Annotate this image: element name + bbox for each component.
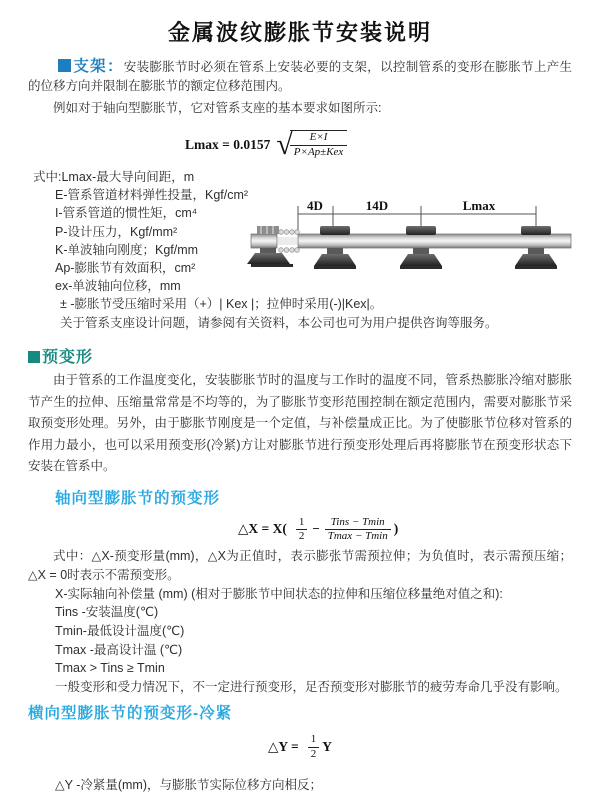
- radical-sign: √: [276, 128, 293, 161]
- teal-square-bullet-icon: [28, 351, 40, 363]
- axial-subheading: 轴向型膨胀节的预变形: [55, 489, 221, 507]
- predeform-heading-text: 预变形: [42, 349, 94, 366]
- definition-line: ex-单波轴向位移，mm: [55, 279, 181, 294]
- definition-line: Ap-膨胀节有效面积，cm²: [55, 261, 196, 276]
- lateral-formula-lhs: △Y =: [268, 739, 299, 755]
- pipe: [298, 234, 571, 248]
- document-page: [0, 16, 600, 792]
- bellows-icon: [278, 230, 299, 253]
- axial-definition-line: Tmax > Tins ≥ Tmin: [55, 661, 165, 676]
- axial-formula: [238, 516, 600, 543]
- lmax-formula-lhs: Lmax = 0.0157: [185, 137, 271, 152]
- axial-definition-line: Tmin-最低设计温度(℃): [55, 624, 185, 639]
- definitions-and-diagram: [33, 168, 600, 334]
- axial-definition-line: Tmax -最高设计温 (℃): [55, 642, 183, 657]
- definition-line: K-单波轴向刚度；Kgf/mm: [55, 242, 199, 257]
- support-intro-text: 安装膨胀节时必须在管系上安装必要的支架，以控制管系的变形在膨胀节上产生的位移方向并限制在膨胀节的额定位移范围内。: [28, 60, 572, 93]
- minus-operator: −: [312, 521, 320, 537]
- fraction-numerator: Tins − Tmin: [330, 515, 385, 528]
- lateral-formula: [268, 733, 600, 760]
- definition-line: I-管系管道的惯性矩，cm⁴: [55, 206, 198, 221]
- support-heading: 支架：: [73, 58, 124, 75]
- lateral-formula-rhs: Y: [322, 739, 332, 755]
- fraction-denominator: 2: [296, 529, 308, 543]
- lmax-formula-denominator: P×Ap±Kex: [290, 145, 348, 160]
- blue-square-bullet-icon: [58, 59, 71, 72]
- axial-definition-line: Tins -安装温度(℃): [55, 605, 159, 620]
- axial-definition-line: X-实际轴向补偿量 (mm) (相对于膨胀节中间状态的拉伸和压缩位移量绝对值之和):: [55, 586, 503, 601]
- fraction-denominator: 2: [308, 747, 320, 761]
- temperature-fraction: [325, 516, 391, 543]
- lateral-subheading: 横向型膨胀节的预变形-冷紧: [28, 705, 233, 723]
- support-example-text: 例如对于轴向型膨胀节，它对管系支座的基本要求如图所示:: [53, 101, 382, 115]
- fraction-numerator: 1: [310, 733, 317, 746]
- support-paragraph: [28, 57, 572, 96]
- one-half-fraction: [296, 516, 308, 543]
- one-half-fraction: [308, 733, 320, 760]
- definition-line: 关于管系支座设计问题，请参阅有关资料，本公司也可为用户提供咨询等服务。: [60, 315, 498, 330]
- dimension-label-4d: 4D: [307, 198, 323, 213]
- definition-line: P-设计压力，Kgf/mm²: [55, 224, 178, 239]
- lateral-note: △Y -冷紧量(mm)，与膨胀节实际位移方向相反；: [55, 777, 323, 792]
- definition-line: 式中:Lmax-最大导向间距，m: [33, 170, 195, 184]
- lmax-formula-numerator: E×I: [309, 131, 328, 144]
- lmax-formula-fraction: [290, 130, 348, 160]
- axial-definitions-list: [0, 585, 600, 697]
- definition-line: ± -膨胀节受压缩时采用（+）| Kex |；拉伸时采用(-)|Kex|。: [60, 297, 383, 312]
- pipe-support-diagram: [251, 192, 591, 292]
- fraction-denominator: Tmax − Tmin: [325, 529, 391, 543]
- page-title: 金属波纹膨胀节安装说明: [167, 20, 432, 45]
- predeform-section-heading: [28, 344, 600, 367]
- axial-formula-lhs: △X = X(: [238, 521, 287, 537]
- lmax-formula: [185, 130, 600, 160]
- dimension-label-lmax: Lmax: [462, 198, 496, 213]
- axial-definition-line: 一般变形和受力情况下，不一定进行预变形，足否预变形对膨胀节的疲劳寿命几乎没有影响。: [55, 679, 568, 694]
- fraction-numerator: 1: [298, 515, 305, 528]
- axial-formula-note: 式中：△X-预变形量(mm)，△X为正值时，表示膨张节需预拉伸；为负值时，表示需预压缩；△X = 0时表示不需预变形。: [28, 548, 572, 582]
- axial-formula-rhs: ): [393, 521, 399, 537]
- pipe-stub: [251, 234, 277, 248]
- predeform-body-text: 由于管系的工作温度变化，安装膨胀节时的温度与工作时的温度不同，管系热膨胀冷缩对膨胀节产生的拉伸、压缩量常常是不均等的，为了膨胀节变形范围控制在额定范围内，需要对膨胀节采取预变形处理。另外，由于膨胀节刚度是一个定值，与补偿量成正比。为了使膨胀节位移对管系的作用力最小，也可以采用预变形(冷紧)方让对膨胀节进行预变形处理后再将膨胀节在预变形状态下安装在管系中。: [28, 373, 572, 473]
- dimension-label-14d: 14D: [365, 198, 389, 213]
- definition-line: E-管系管道材料弹性投量，Kgf/cm²: [55, 188, 249, 203]
